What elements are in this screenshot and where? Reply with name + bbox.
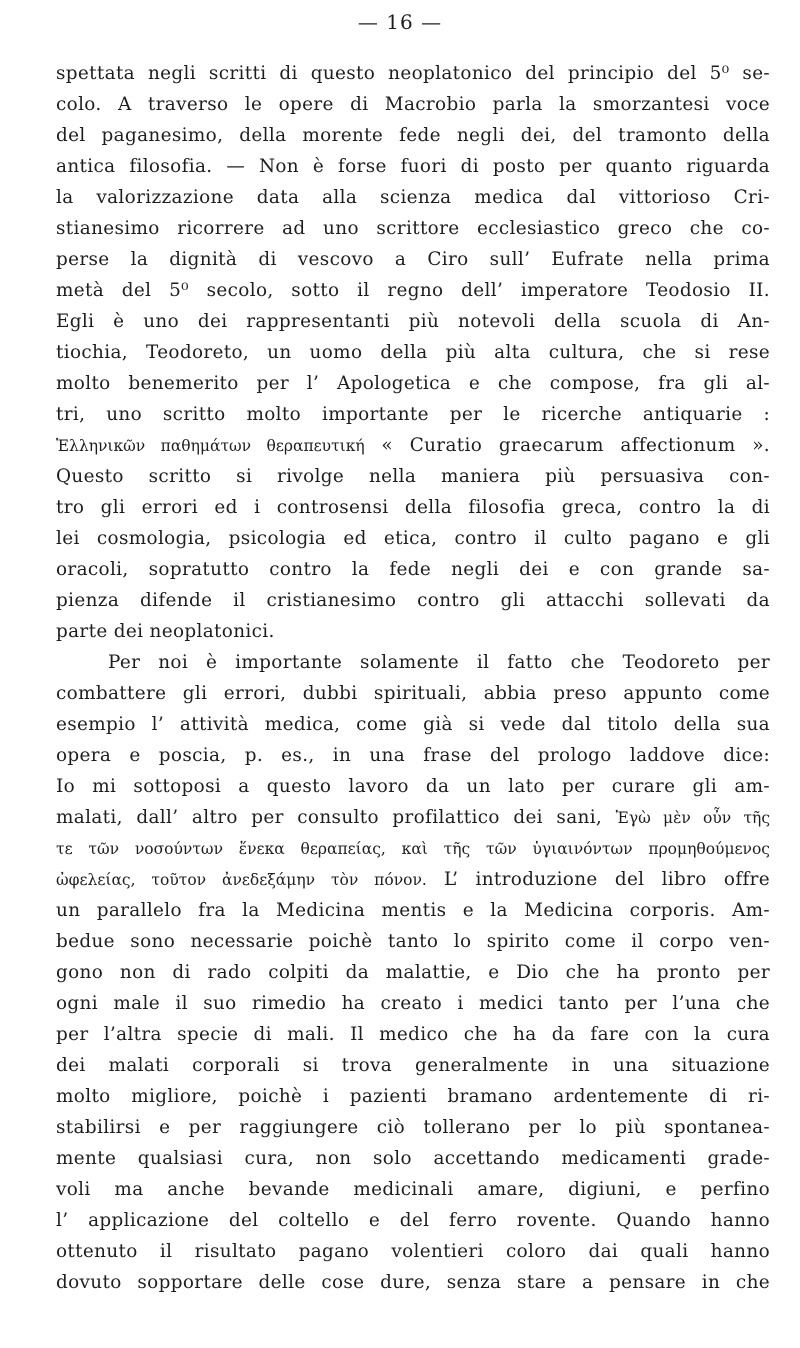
line-text: esempio l’ attività medica, come già si vede dal titolo della sua	[56, 714, 770, 735]
text-line	[56, 244, 770, 275]
text-line	[56, 1174, 770, 1205]
text-line	[56, 1236, 770, 1267]
line-text: Egli è uno dei rappresentanti più notevoli della scuola di An-	[56, 311, 770, 332]
line-text: L’ introduzione del libro offre	[426, 869, 771, 890]
line-text: tro gli errori ed i controsensi della filosofia greca, contro la di	[56, 497, 770, 518]
line-text: perse la dignità di vescovo a Ciro sull’ Eufrate nella prima	[56, 249, 770, 270]
line-text: metà del 5⁰ secolo, sotto il regno dell’ imperatore Teodosio II.	[56, 280, 770, 301]
greek-text: ὠφελείας, τοῦτον ἀνεδεξάμην τὸν πόνον.	[56, 871, 427, 889]
text-line	[56, 802, 770, 833]
text-line	[56, 275, 770, 306]
text-line	[56, 740, 770, 771]
text-line	[56, 1112, 770, 1143]
text-line	[56, 213, 770, 244]
text-line	[56, 771, 770, 802]
text-line	[56, 988, 770, 1019]
line-text: oracoli, sopratutto contro la fede negli dei e con grande sa-	[56, 559, 770, 580]
text-line	[56, 1267, 770, 1298]
line-text: tiochia, Teodoreto, un uomo della più alta cultura, che si rese	[56, 342, 770, 363]
greek-text: τε τῶν νοσούντων ἕνεκα θεραπείας, καὶ τῆς τῶν ὑγιαινόντων προμηθούμενος	[56, 840, 770, 858]
line-text: molto migliore, poichè i pazienti bramano ardentemente di ri-	[56, 1086, 770, 1107]
text-line	[56, 1205, 770, 1236]
line-text: l’ applicazione del coltello e del ferro rovente. Quando hanno	[56, 1210, 770, 1231]
text-line	[56, 523, 770, 554]
line-text: dei malati corporali si trova generalmente in una situazione	[56, 1055, 770, 1076]
greek-text: Ἐγὼ μὲν οὖν τῆς	[615, 809, 770, 827]
text-line	[56, 182, 770, 213]
text-line	[56, 864, 770, 895]
text-line	[56, 430, 770, 461]
line-text: ogni male il suo rimedio ha creato i medici tanto per l’una che	[56, 993, 770, 1014]
line-text: Questo scritto si rivolge nella maniera più persuasiva con-	[56, 466, 770, 487]
line-text: ottenuto il risultato pagano volentieri coloro dai quali hanno	[56, 1241, 770, 1262]
text-line	[56, 399, 770, 430]
text-line	[56, 58, 770, 89]
line-text: malati, dall’ altro per consulto profilattico dei sani,	[56, 807, 616, 828]
line-text: parte dei neoplatonici.	[56, 621, 275, 642]
line-text: del paganesimo, della morente fede negli dei, del tramonto della	[56, 125, 770, 146]
line-text: antica filosofia. — Non è forse fuori di posto per quanto riguarda	[56, 156, 770, 177]
line-text: gono non di rado colpiti da malattie, e Dio che ha pronto per	[56, 962, 770, 983]
line-text: voli ma anche bevande medicinali amare, digiuni, e perfino	[56, 1179, 770, 1200]
line-text: un parallelo fra la Medicina mentis e la Medicina corporis. Am-	[56, 900, 770, 921]
page-number: — 16 —	[357, 10, 443, 34]
greek-text: Ἑλληνικῶν παθημάτων θεραπευτική	[56, 437, 365, 455]
text-line	[56, 461, 770, 492]
line-text: « Curatio graecarum affectionum ».	[364, 435, 771, 456]
text-line	[56, 89, 770, 120]
text-line	[56, 926, 770, 957]
text-line	[56, 1081, 770, 1112]
text-line	[56, 833, 770, 864]
text-line	[56, 554, 770, 585]
line-text: per l’altra specie di mali. Il medico che ha da fare con la cura	[56, 1024, 770, 1045]
line-text: Io mi sottoposi a questo lavoro da un lato per curare gli am-	[56, 776, 770, 797]
line-text: colo. A traverso le opere di Macrobio parla la smorzantesi voce	[56, 94, 770, 115]
line-text: tri, uno scritto molto importante per le ricerche antiquarie :	[56, 404, 770, 425]
text-line	[56, 585, 770, 616]
text-line	[56, 895, 770, 926]
body-text	[56, 58, 770, 1298]
text-line	[56, 1019, 770, 1050]
text-line	[56, 120, 770, 151]
line-text: stianesimo ricorrere ad uno scrittore ecclesiastico greco che co-	[56, 218, 770, 239]
line-text: mente qualsiasi cura, non solo accettando medicamenti grade-	[56, 1148, 770, 1169]
text-line	[56, 1143, 770, 1174]
line-text: bedue sono necessarie poichè tanto lo spirito come il corpo ven-	[56, 931, 770, 952]
line-text: Per noi è importante solamente il fatto che Teodoreto per	[108, 652, 770, 673]
text-line	[56, 957, 770, 988]
line-text: combattere gli errori, dubbi spirituali, abbia preso appunto come	[56, 683, 770, 704]
text-line	[56, 306, 770, 337]
line-text: molto benemerito per l’ Apologetica e che compose, fra gli al-	[56, 373, 770, 394]
line-text: lei cosmologia, psicologia ed etica, contro il culto pagano e gli	[56, 528, 770, 549]
text-line	[56, 151, 770, 182]
line-text: opera e poscia, p. es., in una frase del prologo laddove dice:	[56, 745, 770, 766]
text-line	[56, 368, 770, 399]
line-text: dovuto sopportare delle cose dure, senza stare a pensare in che	[56, 1272, 770, 1293]
text-line	[56, 709, 770, 740]
text-line	[56, 337, 770, 368]
text-line	[56, 616, 770, 647]
text-line	[56, 492, 770, 523]
line-text: spettata negli scritti di questo neoplatonico del principio del 5⁰ se-	[56, 63, 770, 84]
line-text: stabilirsi e per raggiungere ciò tollerano per lo più spontanea-	[56, 1117, 770, 1138]
text-line	[56, 678, 770, 709]
line-text: pienza difende il cristianesimo contro gli attacchi sollevati da	[56, 590, 770, 611]
line-text: la valorizzazione data alla scienza medica dal vittorioso Cri-	[56, 187, 770, 208]
text-line	[56, 647, 770, 678]
text-line	[56, 1050, 770, 1081]
